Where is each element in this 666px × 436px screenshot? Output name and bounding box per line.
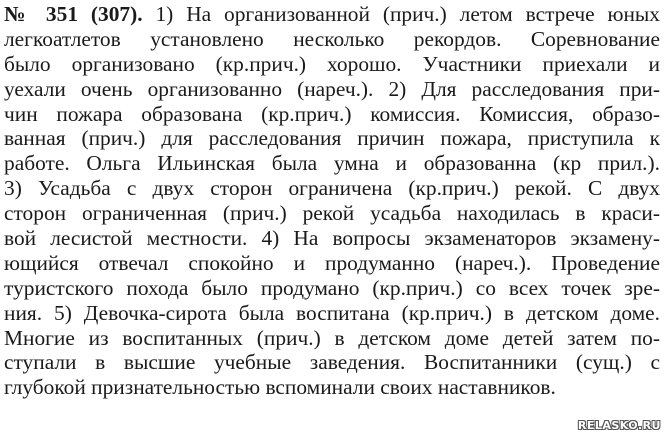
site-watermark: RELASKO.RU — [577, 419, 661, 432]
text-line-13: ния. 5) Девочка-сирота была воспитана (кр.прич.) в детском доме. — [4, 300, 660, 325]
text-line-6: ванная (прич.) для расследования причин пожара, приступила к — [4, 126, 660, 151]
text-line-1 — [4, 2, 660, 27]
text-line-9: сторон ограниченная (прич.) рекой усадьба находилась в краси- — [4, 201, 660, 226]
task-number: № 351 (307). — [4, 2, 143, 26]
exercise-text — [4, 2, 660, 400]
text-line-4: уехали очень организованно (нареч.). 2) Для расследования при- — [4, 76, 660, 101]
text-line-2: легкоатлетов установлено несколько рекордов. Соревнование — [4, 26, 660, 51]
text-line-14: Многие из воспитанных (прич.) в детском доме детей затем по- — [4, 325, 660, 350]
text-line-1-content: 1) На организованной (прич.) летом встрече юных — [155, 2, 660, 26]
text-line-11: ющийся отвечал спокойно и продуманно (нареч.). Проведение — [4, 250, 660, 275]
text-line-10: вой лесистой местности. 4) На вопросы экзаменаторов экзамену- — [4, 226, 660, 251]
text-line-15: ступали в высшие учебные заведения. Воспитанники (сущ.) с — [4, 350, 660, 375]
text-line-16: глубокой признательностью вспоминали своих наставников. — [4, 375, 556, 400]
text-line-7: работе. Ольга Ильинская была умна и образованна (кр прил.). — [4, 151, 660, 176]
text-line-5: чин пожара образована (кр.прич.) комиссия. Комиссия, образо- — [4, 101, 660, 126]
text-line-12: туристского похода было продумано (кр.прич.) со всех точек зре- — [4, 275, 660, 300]
text-line-8: 3) Усадьба с двух сторон ограничена (кр.прич.) рекой. С двух — [4, 176, 660, 201]
text-line-3: было организовано (кр.прич.) хорошо. Участники приехали и — [4, 51, 660, 76]
